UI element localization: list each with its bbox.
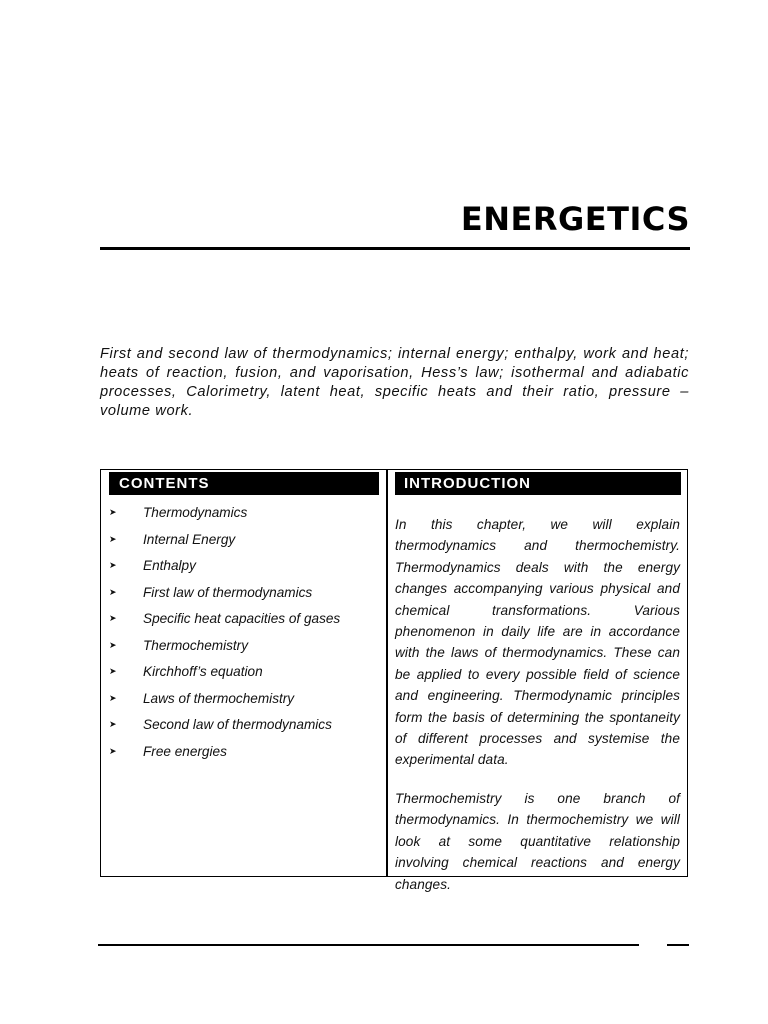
- contents-item: [109, 557, 340, 584]
- arrow-bullet-icon: ➤: [109, 533, 117, 544]
- introduction-paragraph: In this chapter, we will explain thermodynamics and thermochemistry. Thermodynamics deals with the energy changes accompanying various physical and chemical transformations. Various phenomenon in daily life are in accordance with the laws of thermodynamics. These can be applied to every possible field of science and engineering. Thermodynamic principles form the basis of determining the spontaneity of different processes and systemise the experimental data.: [395, 517, 680, 768]
- contents-item-label: Kirchhoff’s equation: [143, 664, 263, 679]
- contents-item-label: Thermochemistry: [143, 637, 248, 653]
- contents-item-label: Enthalpy: [143, 558, 196, 573]
- arrow-bullet-icon: ➤: [109, 586, 117, 597]
- contents-heading: CONTENTS: [109, 472, 379, 495]
- footer-dash: [667, 944, 689, 946]
- contents-introduction-box: [100, 469, 688, 892]
- chapter-title: ENERGETICS: [460, 200, 690, 238]
- contents-item: [109, 743, 340, 770]
- contents-item: [109, 531, 340, 558]
- contents-item: [109, 663, 340, 690]
- contents-item: [109, 504, 340, 531]
- contents-list: [109, 504, 340, 769]
- contents-item-label: First law of thermodynamics: [143, 584, 313, 600]
- introduction-paragraph: Thermochemistry is one branch of thermodynamics. In thermochemistry we will look at some quantitative relationship involving chemical reactions and energy changes.: [395, 790, 680, 892]
- contents-item: [109, 716, 340, 743]
- title-rule: [100, 247, 690, 250]
- arrow-bullet-icon: ➤: [109, 692, 117, 703]
- arrow-bullet-icon: ➤: [109, 639, 117, 650]
- contents-item-label: Laws of thermochemistry: [143, 690, 295, 706]
- column-divider: [386, 470, 388, 876]
- contents-item: [109, 584, 340, 611]
- contents-item: [109, 610, 340, 637]
- introduction-body: [395, 514, 680, 912]
- arrow-bullet-icon: ➤: [109, 613, 117, 623]
- arrow-bullet-icon: ➤: [109, 745, 117, 756]
- arrow-bullet-icon: ➤: [109, 560, 117, 570]
- introduction-heading: INTRODUCTION: [395, 472, 681, 495]
- contents-item: [109, 690, 340, 717]
- contents-item-label: Second law of thermodynamics: [143, 717, 332, 732]
- arrow-bullet-icon: ➤: [109, 507, 117, 517]
- contents-item-label: Thermodynamics: [143, 505, 248, 520]
- arrow-bullet-icon: ➤: [109, 666, 117, 676]
- contents-item-label: Internal Energy: [143, 531, 236, 547]
- contents-item-label: Free energies: [143, 743, 227, 759]
- arrow-bullet-icon: ➤: [109, 719, 117, 729]
- contents-item-label: Specific heat capacities of gases: [143, 611, 341, 626]
- footer-rule: [98, 944, 639, 946]
- syllabus-text: First and second law of thermodynamics; internal energy; enthalpy, work and heat; heats of reaction, fusion, and vaporisation, Hess’s law; isothermal and adiabatic processes, Calorimetry, latent heat, specific heats and their ratio, pressure – volume work.: [100, 346, 689, 419]
- contents-item: [109, 637, 340, 664]
